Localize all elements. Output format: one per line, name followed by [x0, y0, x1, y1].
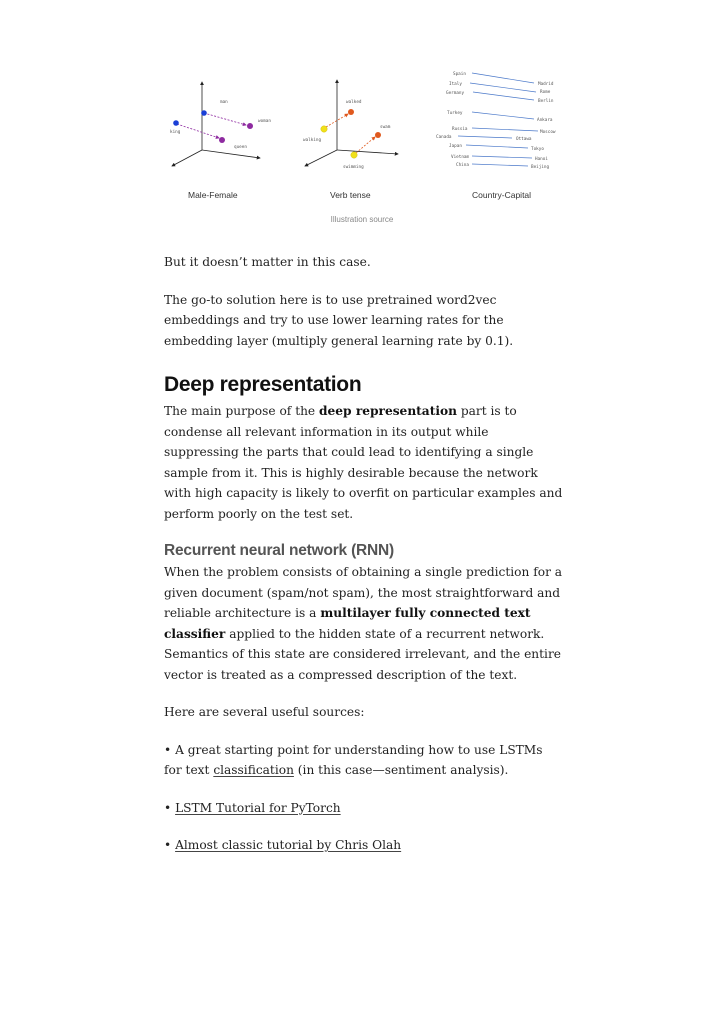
- bullet: •: [164, 800, 172, 815]
- capital-label: Moscow: [540, 130, 556, 135]
- paragraph: The main purpose of the deep representation part is to condense all relevant information in its output while suppressing the parts that could lead to identifying a single sample from it. This is highly desirable because the network with high capacity is likely to overfit on particular examples and perform poorly on the test set.: [164, 404, 563, 521]
- list-item: • A great starting point for understanding how to use LSTMs for text classification (in this case—sentiment analysis).: [164, 742, 543, 777]
- axis-x: [337, 150, 398, 154]
- male-female-diagram: [170, 82, 271, 166]
- point-queen: [219, 137, 225, 143]
- capital-label: Ankara: [537, 118, 553, 123]
- axis-z: [172, 150, 202, 166]
- capital-label: Hanoi: [535, 157, 548, 162]
- capital-label: Tokyo: [531, 147, 544, 152]
- capital-label: Rome: [540, 90, 551, 95]
- figure-caption: Illustration source: [330, 215, 394, 224]
- capital-label: Madrid: [538, 82, 554, 87]
- point-man: [201, 110, 207, 116]
- label-swimming: swimming: [343, 165, 364, 170]
- point-walking: [321, 126, 327, 132]
- capital-label: Beijing: [531, 165, 550, 170]
- axis-x: [202, 150, 260, 158]
- capital-label: Ottawa: [516, 137, 532, 142]
- point-woman: [247, 123, 253, 129]
- list-item: [164, 798, 564, 819]
- bold-term: multilayer fully connected text classifier: [164, 606, 531, 641]
- bold-term: deep representation: [319, 404, 457, 418]
- lstm-tutorial-link[interactable]: LSTM Tutorial for PyTorch: [175, 800, 341, 815]
- paragraph: The go-to solution here is to use pretrained word2vec embeddings and try to use lower learning rates for the embedding layer (multiply general learning rate by 0.1).: [164, 292, 514, 348]
- capital-label: Berlin: [538, 99, 554, 104]
- paragraph: But it doesn’t matter in this case.: [164, 255, 371, 269]
- label-queen: queen: [234, 145, 247, 150]
- axis-z: [305, 150, 337, 166]
- label-swam: swam: [380, 125, 391, 130]
- list-item: [164, 835, 564, 856]
- point-king: [173, 120, 179, 126]
- country-label: Turkey: [447, 111, 463, 116]
- country-label: Spain: [453, 72, 466, 77]
- country-label: Germany: [446, 91, 465, 96]
- bullet: •: [164, 742, 172, 757]
- label-man: man: [220, 100, 228, 105]
- verb-tense-diagram: [303, 80, 398, 170]
- country-label: Italy: [449, 82, 462, 87]
- embedding-figure: [160, 62, 580, 212]
- label-walking: walking: [303, 138, 322, 143]
- paragraph: When the problem consists of obtaining a single prediction for a given document (spam/not spam), the most straightforward and reliable architecture is a multilayer fully connected text classifier applied to the hidden state of a recurrent network. Semantics of this state are considered irrelevant, and the entire vector is treated as a compressed description of the text.: [164, 565, 563, 682]
- classification-link[interactable]: classification: [213, 763, 294, 777]
- label-walked: walked: [346, 100, 362, 105]
- country-label: China: [456, 163, 469, 168]
- country-label: Vietnam: [451, 155, 470, 160]
- country-capital-diagram: [436, 71, 556, 170]
- label-woman: woman: [258, 119, 271, 124]
- country-label: Japan: [449, 144, 462, 149]
- bullet: •: [164, 838, 172, 852]
- point-swam: [375, 132, 381, 138]
- diagram-title-verb-tense: Verb tense: [330, 190, 371, 200]
- label-king: king: [170, 130, 181, 135]
- country-label: Canada: [436, 135, 452, 140]
- chris-olah-tutorial-link[interactable]: Almost classic tutorial by Chris Olah: [175, 838, 402, 852]
- paragraph: Here are several useful sources:: [164, 705, 365, 719]
- subsection-heading: Recurrent neural network (RNN): [164, 542, 394, 559]
- country-label: Russia: [452, 127, 468, 132]
- section-heading: Deep representation: [164, 373, 362, 396]
- article-body: [164, 252, 564, 873]
- diagram-title-male-female: Male-Female: [188, 190, 238, 200]
- point-walked: [348, 109, 354, 115]
- point-swimming: [351, 152, 357, 158]
- diagram-title-country-capital: Country-Capital: [472, 190, 532, 200]
